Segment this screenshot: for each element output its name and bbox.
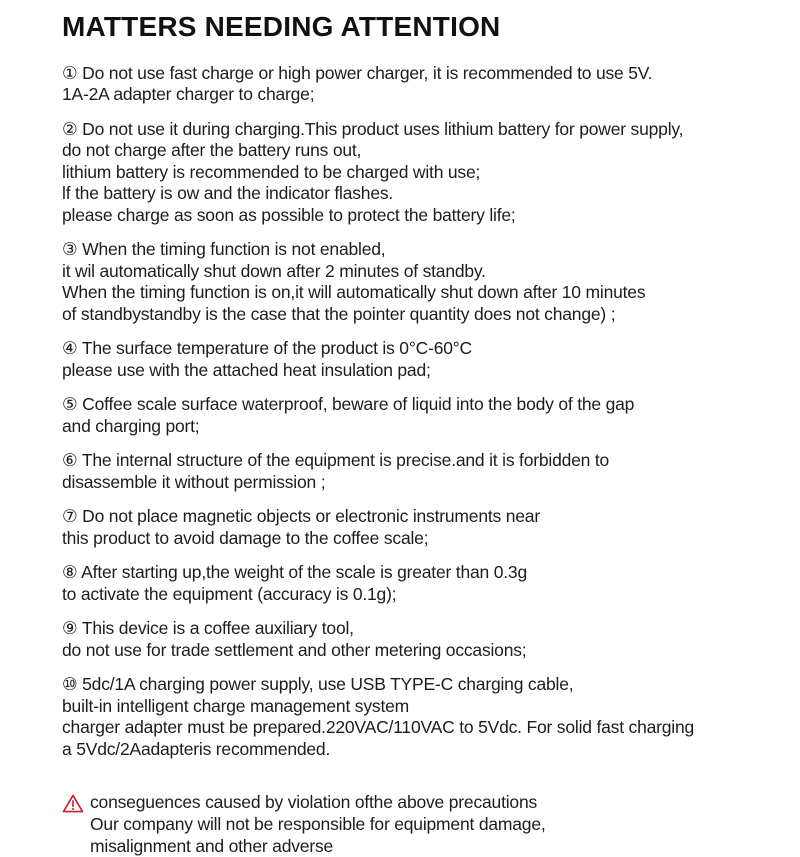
notice-line: ① Do not use fast charge or high power charger, it is recommended to use 5V. [62, 62, 653, 83]
notice-line: do not charge after the battery runs out, [62, 140, 362, 161]
notice-line: ⑥ The internal structure of the equipment is precise.and it is forbidden to [62, 450, 610, 471]
notice-line: ⑩ 5dc/1A charging power supply, use USB TYPE-C charging cable, [62, 674, 574, 695]
notice-item [62, 119, 772, 227]
notice-line: When the timing function is on,it will automatically shut down after 10 minutes [62, 282, 646, 303]
notice-item [62, 338, 772, 381]
notice-item [62, 618, 772, 661]
notice-line: charger adapter must be prepared.220VAC/110VAC to 5Vdc. For solid fast charging [62, 717, 695, 738]
notice-line: a 5Vdc/2Aadapteris recommended. [62, 738, 331, 759]
warning-text [90, 791, 546, 857]
notice-line: lithium battery is recommended to be charged with use; [62, 161, 481, 182]
warning-line: Our company will not be responsible for equipment damage, [90, 814, 546, 835]
notice-line: ⑤ Coffee scale surface waterproof, beware of liquid into the body of the gap [62, 394, 635, 415]
notice-item [62, 450, 772, 493]
page-title: MATTERS NEEDING ATTENTION [62, 11, 501, 42]
notice-line: ② Do not use it during charging.This product uses lithium battery for power supply, [62, 118, 684, 139]
notice-line: of standbystandby is the case that the pointer quantity does not change) ; [62, 303, 616, 324]
notice-item [62, 506, 772, 549]
notice-line: it wil automatically shut down after 2 minutes of standby. [62, 260, 486, 281]
notice-line: please use with the attached heat insulation pad; [62, 359, 431, 380]
notice-line: please charge as soon as possible to protect the battery life; [62, 204, 516, 225]
warning-line: misalignment and other adverse [90, 836, 334, 857]
warning-line: conseguences caused by violation ofthe above precautions [90, 792, 538, 813]
notice-line: and charging port; [62, 415, 200, 436]
notice-line: lf the battery is ow and the indicator flashes. [62, 183, 394, 204]
notice-line: this product to avoid damage to the coffee scale; [62, 527, 429, 548]
notice-item [62, 562, 772, 605]
notice-line: disassemble it without permission ; [62, 471, 326, 492]
notice-line: ③ When the timing function is not enabled, [62, 239, 386, 260]
notice-item [62, 394, 772, 437]
notice-line: do not use for trade settlement and other metering occasions; [62, 639, 527, 660]
notice-list [62, 63, 772, 761]
notice-line: ⑨ This device is a coffee auxiliary tool, [62, 618, 354, 639]
notice-line: ④ The surface temperature of the product is 0°C-60°C [62, 338, 472, 359]
notice-item [62, 63, 772, 106]
notice-item [62, 239, 772, 325]
notice-line: built-in intelligent charge management system [62, 695, 410, 716]
warning-triangle-icon [62, 793, 84, 814]
warning-note [62, 791, 772, 857]
notice-line: 1A-2A adapter charger to charge; [62, 84, 315, 105]
notice-line: ⑧ After starting up,the weight of the scale is greater than 0.3g [62, 562, 527, 583]
notice-line: to activate the equipment (accuracy is 0.1g); [62, 583, 397, 604]
notice-line: ⑦ Do not place magnetic objects or electronic instruments near [62, 506, 540, 527]
notice-item [62, 674, 772, 760]
